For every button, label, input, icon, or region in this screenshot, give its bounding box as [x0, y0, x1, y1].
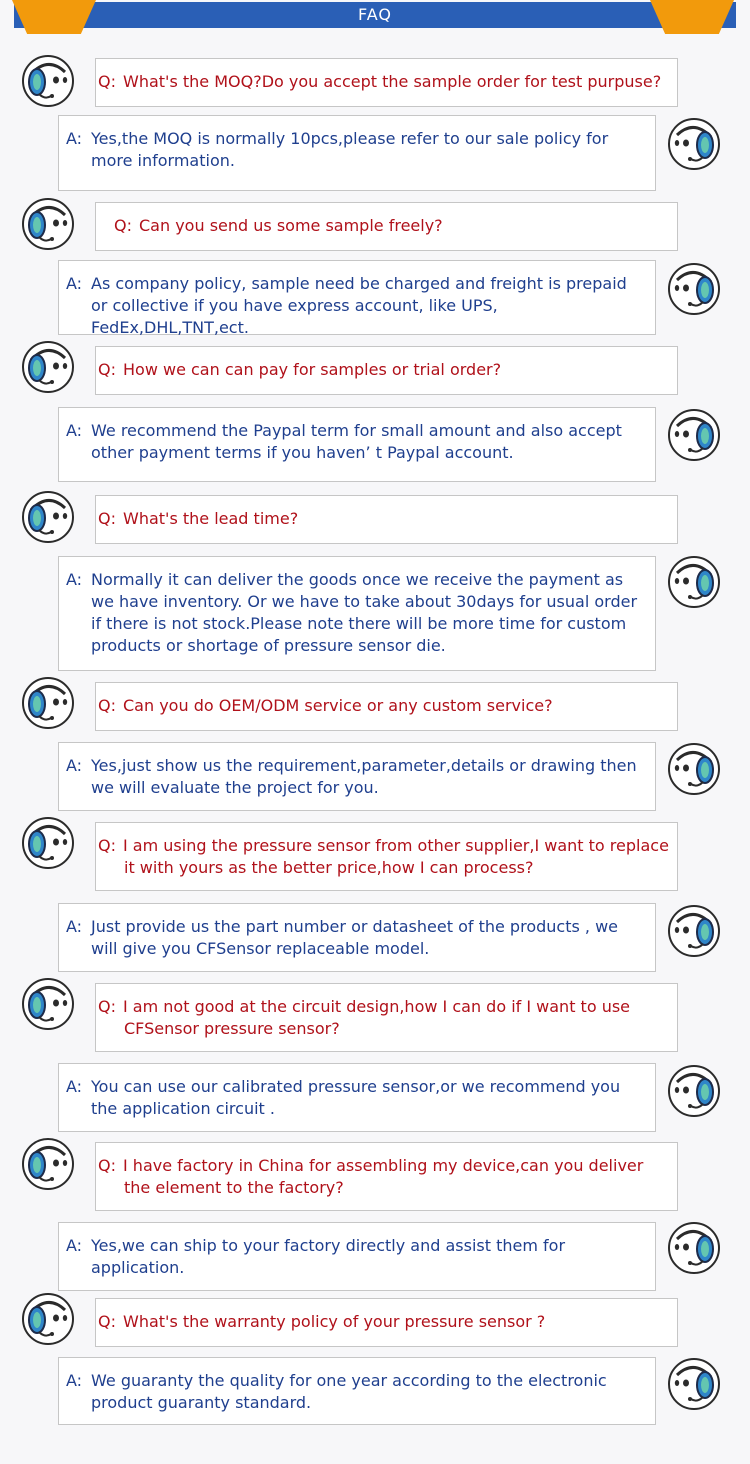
- answer-text: We guaranty the quality for one year according to the electronic product guaranty standard.: [91, 1371, 607, 1412]
- headset-robot-avatar-icon: [667, 555, 721, 609]
- question-text: I am using the pressure sensor from other supplier,I want to replace it with yours as the better price,how I can process?: [123, 836, 669, 877]
- question-text: How we can can pay for samples or trial order?: [123, 360, 502, 379]
- question-text: Can you do OEM/ODM service or any custom service?: [123, 696, 553, 715]
- headset-robot-avatar-icon: [21, 977, 75, 1031]
- question-box: [95, 495, 678, 544]
- question-box: [95, 58, 678, 107]
- answer-prefix: A:: [66, 274, 83, 293]
- headset-robot-avatar-icon: [21, 54, 75, 108]
- answer-text: Yes,the MOQ is normally 10pcs,please refer to our sale policy for more information.: [91, 129, 609, 170]
- headset-robot-avatar-icon: [667, 1357, 721, 1411]
- answer-box: [58, 1357, 656, 1425]
- question-box: [95, 822, 678, 891]
- question-box: [95, 983, 678, 1052]
- answer-prefix: A:: [66, 917, 83, 936]
- headset-robot-avatar-icon: [21, 816, 75, 870]
- answer-box: [58, 903, 656, 972]
- question-prefix: Q:: [98, 509, 116, 528]
- question-prefix: Q:: [98, 696, 116, 715]
- question-box: [95, 202, 678, 251]
- answer-prefix: A:: [66, 129, 83, 148]
- question-prefix: Q:: [98, 997, 116, 1016]
- answer-box: [58, 407, 656, 482]
- answer-text: Just provide us the part number or datasheet of the products , we will give you CFSensor replaceable model.: [91, 917, 618, 958]
- question-text: I have factory in China for assembling my device,can you deliver the element to the factory?: [123, 1156, 644, 1197]
- question-prefix: Q:: [98, 1312, 116, 1331]
- question-prefix: Q:: [98, 72, 116, 91]
- answer-text: Yes,just show us the requirement,parameter,details or drawing then we will evaluate the project for you.: [91, 756, 637, 797]
- question-text: Can you send us some sample freely?: [139, 216, 443, 235]
- answer-prefix: A:: [66, 1371, 83, 1390]
- headset-robot-avatar-icon: [667, 1221, 721, 1275]
- answer-box: [58, 742, 656, 811]
- answer-prefix: A:: [66, 421, 83, 440]
- answer-box: [58, 260, 656, 335]
- answer-box: [58, 1222, 656, 1291]
- answer-text: Yes,we can ship to your factory directly and assist them for application.: [91, 1236, 566, 1277]
- headset-robot-avatar-icon: [21, 1137, 75, 1191]
- question-box: [95, 682, 678, 731]
- answer-prefix: A:: [66, 756, 83, 775]
- headset-robot-avatar-icon: [667, 117, 721, 171]
- answer-box: [58, 1063, 656, 1132]
- question-box: [95, 1142, 678, 1211]
- headset-robot-avatar-icon: [667, 408, 721, 462]
- headset-robot-avatar-icon: [667, 742, 721, 796]
- answer-prefix: A:: [66, 1236, 83, 1255]
- question-text: What's the warranty policy of your pressure sensor ?: [123, 1312, 546, 1331]
- question-prefix: Q:: [98, 1156, 116, 1175]
- question-prefix: Q:: [98, 836, 116, 855]
- answer-box: [58, 115, 656, 191]
- headset-robot-avatar-icon: [21, 340, 75, 394]
- answer-text: We recommend the Paypal term for small amount and also accept other payment terms if you haven’ t Paypal account.: [91, 421, 622, 462]
- headset-robot-avatar-icon: [21, 197, 75, 251]
- headset-robot-avatar-icon: [667, 262, 721, 316]
- headset-robot-avatar-icon: [667, 904, 721, 958]
- answer-text: As company policy, sample need be charged and freight is prepaid or collective if you have express account, like UPS, FedEx,DHL,TNT,ect.: [91, 274, 627, 337]
- question-text: What's the lead time?: [123, 509, 299, 528]
- faq-title: FAQ: [358, 5, 392, 24]
- answer-box: [58, 556, 656, 671]
- answer-prefix: A:: [66, 570, 83, 589]
- question-prefix: Q:: [98, 360, 116, 379]
- answer-text: Normally it can deliver the goods once we receive the payment as we have inventory. Or we have to take about 30days for usual order if there is not stock.Please note there will be more time for custom products or shortage of pressure sensor die.: [91, 570, 638, 655]
- headset-robot-avatar-icon: [21, 490, 75, 544]
- question-text: I am not good at the circuit design,how I can do if I want to use CFSensor pressure sensor?: [123, 997, 631, 1038]
- question-box: [95, 346, 678, 395]
- question-box: [95, 1298, 678, 1347]
- headset-robot-avatar-icon: [21, 1292, 75, 1346]
- question-prefix: Q:: [114, 216, 132, 235]
- question-text: What's the MOQ?Do you accept the sample order for test purpuse?: [123, 72, 662, 91]
- answer-prefix: A:: [66, 1077, 83, 1096]
- headset-robot-avatar-icon: [21, 676, 75, 730]
- answer-text: You can use our calibrated pressure sensor,or we recommend you the application circuit .: [91, 1077, 621, 1118]
- headset-robot-avatar-icon: [667, 1064, 721, 1118]
